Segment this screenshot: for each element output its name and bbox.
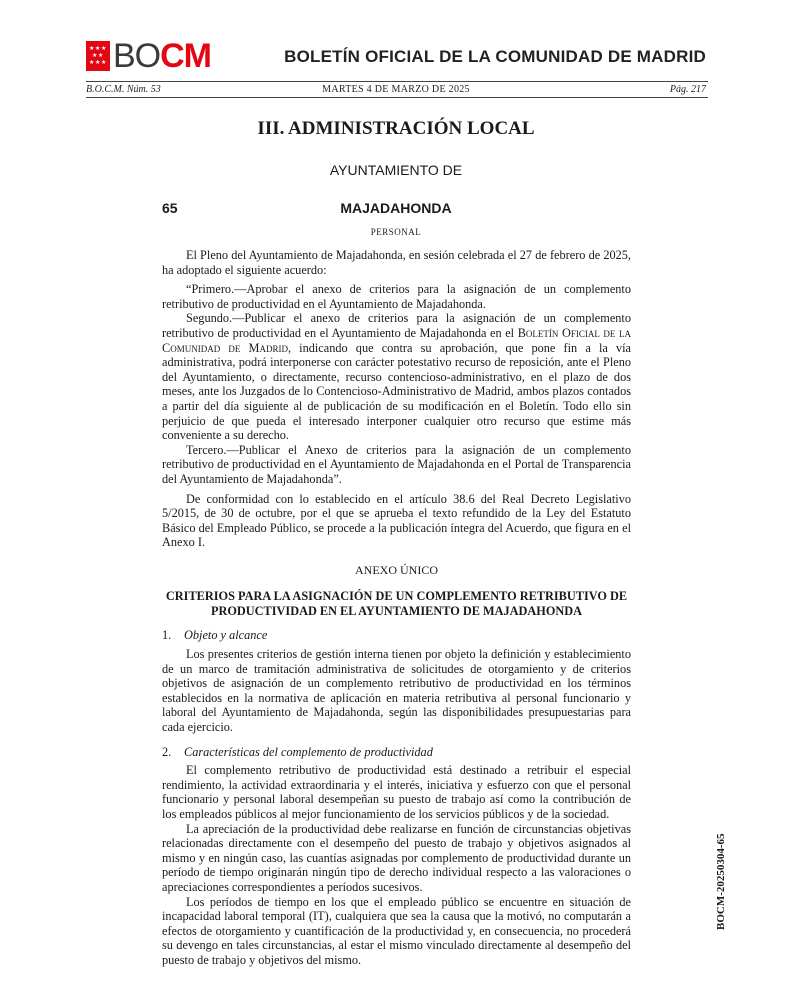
paragraph-intro: El Pleno del Ayuntamiento de Majadahonda, en sesión celebrada el 27 de febrero de 2025, ha adoptado el siguiente acuerdo: [162,248,631,277]
paragraph-tercero: Tercero.—Publicar el Anexo de criterios para la asignación de un complemento retributivo de productividad en el Ayuntamiento de Majadahonda en el Portal de Transparencia del Ayuntamiento de Majadahonda”. [162,442,631,486]
boletin-reference: Boletín Oficial de la Comunidad de Madrid [162,325,632,355]
announcement-number: 65 [162,200,178,216]
issue-number: B.O.C.M. Núm. 53 [86,84,161,95]
header-rule-top [86,81,708,82]
municipality-heading: MAJADAHONDA [340,200,452,216]
section-1-heading: 1. Objeto y alcance [162,628,268,643]
section-2-heading: 2. Características del complemento de productividad [162,744,433,759]
annex-subtitle-text: CRITERIOS PARA LA ASIGNACIÓN DE UN COMPLEMENTO RETRIBUTIVO DE PRODUCTIVIDAD EN EL AYUNTAMIENTO DE MAJADAHONDA [165,589,628,618]
section-2-paragraph-3: Los períodos de tiempo en los que el empleado público se encuentre en situación de incapacidad laboral temporal (IT), cualquiera que sea la causa que la motivó, no computarán a efectos de otorgamiento y cuantificación de la productividad y, en consecuencia, no procederá su devengo en tales circunstancias, al estar el mismo vinculado directamente al desempeño del puesto de trabajo y objetivos del mismo. [162,894,631,967]
logo-wordmark: BOCM [113,37,212,75]
gazette-title: BOLETÍN OFICIAL DE LA COMUNIDAD DE MADRID [284,47,706,66]
document-code: BOCM-20250304-65 [715,833,727,930]
section-title: III. ADMINISTRACIÓN LOCAL [257,118,535,139]
paragraph-segundo: Segundo.—Publicar el anexo de criterios para la asignación de un complemento retributivo de productividad en el Ayuntamiento de Majadahonda en el Boletín Oficial de la Comunidad de Madrid, indicando que contra su aprobación, que pone fin a la vía administrativa, podrá interponerse con carácter potestativo recurso de reposición, ante el Pleno del Ayuntamiento, o directamente, recurso contencioso-administrativo, en el plazo de dos meses, ante los Juzgados de lo Contencioso-Administrativo de Madrid, ambos plazos contados a partir del día siguiente al de publicación de su modificación en el Boletín. Todo ello sin perjuicio de que pueda el interesado interponer cualquier otro recurso que estime más conveniente a su derecho. [162,311,632,443]
page-number: Pág. 217 [669,84,706,95]
section-1-paragraph: Los presentes criterios de gestión interna tienen por objeto la definición y establecimiento de un marco de tramitación administrativa de solicitudes de otorgamiento y de criterios objetivos de asignación de un complemento retributivo de productividad en los términos establecidos en la normativa de aplicación en materia retributiva al personal funcionario y laboral del Ayuntamiento de Majadahonda, según las disponibilidades presupuestarias para cada ejercicio. [162,647,631,735]
bocm-logo [86,37,212,75]
section-2-paragraph-1: El complemento retributivo de productividad está destinado a retribuir el especial rendimiento, la actividad extraordinaria y el interés, iniciativa y esfuerzo con que el personal funcionario y personal laboral desempeñan su puesto de trabajo así como la contribución de los empleados públicos al mejor funcionamiento de los servicios públicos y de la sociedad. [162,763,631,821]
document-body [162,248,631,968]
paragraph-primero: “Primero.—Aprobar el anexo de criterios para la asignación de un complemento retributivo de productividad en el Ayuntamiento de Majadahonda. [162,282,631,311]
paragraph-conformidad: De conformidad con lo establecido en el artículo 38.6 del Real Decreto Legislativo 5/2015, de 30 de octubre, por el que se aprueba el texto refundido de la Ley del Estatuto Básico del Empleado Público, se procede a la publicación íntegra del Acuerdo, que figura en el Anexo I. [162,491,631,550]
madrid-flag-icon: ★ ★ ★ ★ ★ ★ ★ ★ [86,41,110,71]
header-rule-bottom [86,97,708,98]
entity-heading: AYUNTAMIENTO DE [329,162,463,178]
issue-date: MARTES 4 DE MARZO DE 2025 [322,84,470,95]
topic-heading: PERSONAL [370,227,422,237]
section-2-paragraph-2: La apreciación de la productividad debe realizarse en función de circunstancias objetivas relacionadas directamente con el desempeño del puesto de trabajo y objetivos asignados al mismo y en ningún caso, las cuantías asignadas por complemento de productividad durante un período de tiempo originarán ningún tipo de derecho individual respecto a las valoraciones o apreciaciones correspondientes a períodos sucesivos. [162,821,631,894]
annex-title: ANEXO ÚNICO [355,562,438,577]
annex-subtitle [162,589,631,618]
